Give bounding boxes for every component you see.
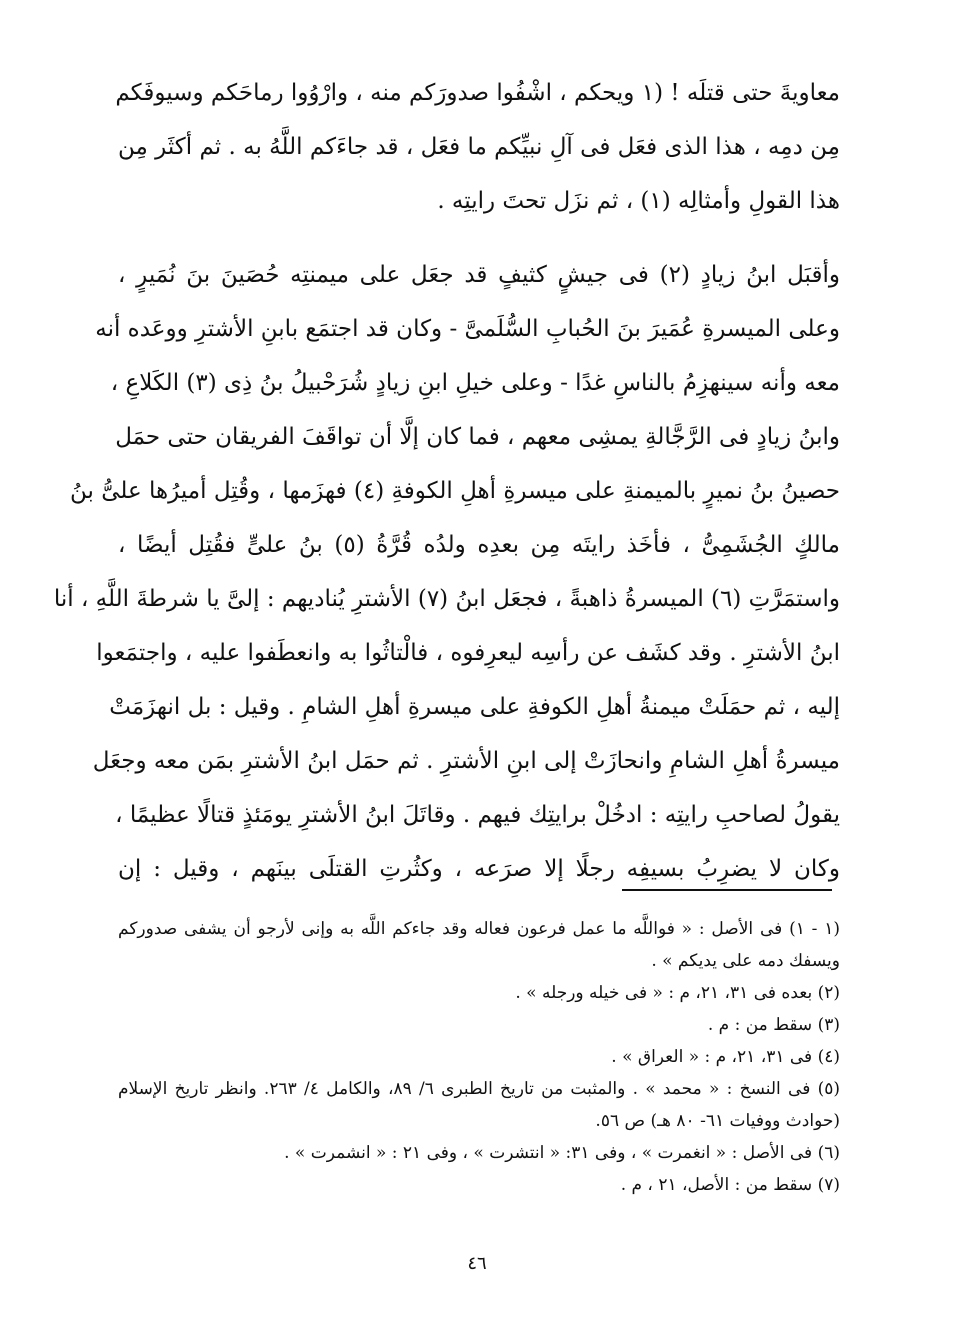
footnote-separator <box>622 889 832 891</box>
footnotes <box>118 913 840 1201</box>
footnote: (٢) بعده فى ٣١، ٢١، م : « فى خيله ورجله » . <box>515 983 840 1003</box>
text-line: وعلى الميسرةِ عُمَيرَ بنَ الحُبابِ السُّلَمىَّ - وكان قد اجتمَع بابنِ الأشترِ ووعَده أنه <box>95 316 840 342</box>
footnote: (١ - ١) فى الأصل : « فواللَّه ما عمل فرعون فعاله وقد جاءكم اللَّه به وإنى لأرجو أن يشفى صدوركم ويسفك دمه على يديكم » . <box>118 919 840 971</box>
text-line: وابنُ زيادٍ فى الرَّجَّالةِ يمشِى معهم ، فما كان إلَّا أن تواقَفَ الفريقان حتى حمَل <box>115 424 840 450</box>
text-line: معه وأنه سينهزِمُ بالناسِ غدًا - وعلى خيلِ ابنِ زيادٍ شُرَحْبيلُ بنُ ذِى (٣) الكَلاعِ ، <box>110 370 840 396</box>
text-line: إليه ، ثم حمَلَتْ ميمنةُ أهلِ الكوفةِ على ميسرةِ أهلِ الشامِ . وقيل : بل انهزَمَتْ <box>109 694 840 720</box>
text-line: مِن دمِه ، هذا الذى فعَل فى آلِ نبيِّكم ما فعَل ، قد جاءَكم اللَّهُ به . ثم أكثَر مِن <box>118 134 840 160</box>
footnote: (٣) سقط من : م . <box>707 1015 840 1035</box>
text-line: ابنُ الأشترِ . وقد كشَف عن رأسِه ليعرِفوه ، فالْتاثُوا به وانعطَفوا عليه ، واجتمَعوا <box>96 640 840 666</box>
footnote: (٧) سقط من : الأصل، ٢١ ، م . <box>620 1175 840 1195</box>
text-line: واستمَرَّتِ (٦) الميسرةُ ذاهبةً ، فجعَل ابنُ (٧) الأشترِ يُناديهم : إلىَّ يا شرطةَ اللَّهِ ، أنا <box>53 586 840 612</box>
text-line: معاويةَ حتى قتلَه ! (١ ويحكم ، اشْفُوا صدورَكم منه ، وارْوُوا رماحَكم وسيوفَكم <box>115 80 840 106</box>
paragraph-2 <box>53 248 840 896</box>
text-line: هذا القولِ وأمثالِه (١) ، ثم نزَل تحتَ رايتِه . <box>437 188 840 214</box>
text-line: حصينُ بنُ نميرٍ بالميمنةِ على ميسرةِ أهلِ الكوفةِ (٤) فهزَمها ، وقُتِل أميرُها علىُّ بنُ <box>69 478 840 504</box>
footnote: (٥) فى النسخ : « محمد » . والمثبت من تاريخ الطبرى ٦/ ٨٩، والكامل ٤/ ٢٦٣. وانظر تاريخ الإسلام (حوادث ووفيات ٦١- ٨٠ هـ) ص ٥٦. <box>118 1079 840 1131</box>
text-line: وكان لا يضرِبُ بسيفِه رجلًا إلا صرَعه ، وكثُرتِ القتلَى بينَهم ، وقيل : إن <box>118 856 840 882</box>
text-line: مالكٍ الجُشَمِىُّ ، فأخَذ رايتَه مِن بعدِه ولدُه قُرَّةُ (٥) بنُ علىٍّ فقُتِل أيضًا ، <box>118 532 840 558</box>
footnote: (٤) فى ٣١، ٢١، م : « العراق » . <box>611 1047 840 1067</box>
paragraph-1 <box>115 66 840 228</box>
page-number: ٤٦ <box>467 1253 487 1274</box>
text-line: ميسرةُ أهلِ الشامِ وانحازَتْ إلى ابنِ الأشترِ . ثم حمَل ابنُ الأشترِ بمَن معه وجعَل <box>92 748 840 774</box>
text-line: يقولُ لصاحبِ رايتِه : ادخُلْ برايتِك فيهم . وقاتَلَ ابنُ الأشترِ يومَئذٍ قتالًا عظيمًا ، <box>115 802 840 828</box>
footnote: (٦) فى الأصل : « انغمرت » ، وفى ٣١: « انتشرت » ، وفى ٢١ : « انشمرت » . <box>284 1143 840 1163</box>
text-line: وأقبَل ابنُ زيادٍ (٢) فى جيشٍ كثيفٍ قد جعَل على ميمنتِه حُصَينَ بنَ نُمَيرٍ ، <box>118 262 840 288</box>
